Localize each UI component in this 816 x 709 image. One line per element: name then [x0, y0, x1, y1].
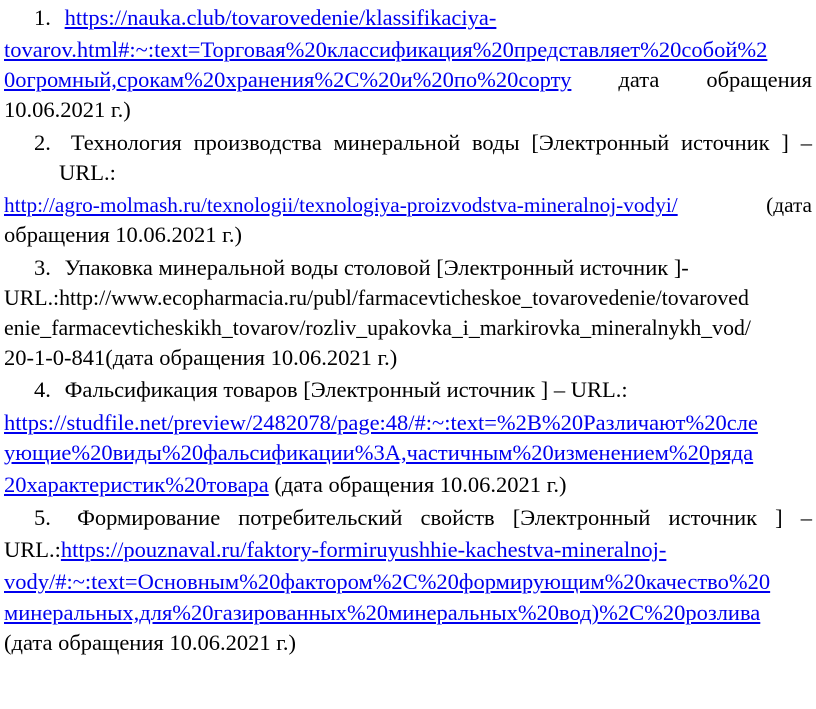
- ref-4-link-part-1[interactable]: https://studfile.net/preview/2482078/page:48/#:~:text=%2В%20Различают%20сле: [4, 410, 758, 435]
- ref-3-number: 3.: [34, 255, 51, 280]
- ref-5-url-label: URL.:: [4, 537, 61, 562]
- ref-2-link[interactable]: http://agro-molmash.ru/texnologii/texnologiya-proizvodstva-mineralnoj-vodyi/: [4, 193, 678, 217]
- ref-4-number: 4.: [34, 377, 51, 402]
- ref-2-line-2: [59, 158, 816, 188]
- ref-4-date: (дата обращения 10.06.2021 г.): [274, 472, 567, 497]
- ref-1-date-b: 10.06.2021 г.): [4, 97, 131, 122]
- ref-5-title: Формирование потребительский свойств [Электронный источник ] –: [77, 505, 812, 530]
- ref-5-line-3: [4, 567, 812, 597]
- ref-1-link-part-2[interactable]: tovarov.html#:~:text=Торговая%20классификация%20представляет%20собой%2: [4, 37, 768, 62]
- ref-5-line-1: [34, 503, 812, 533]
- ref-3-text-2: enie_farmacevticheskikh_tovarov/rozliv_upakovka_i_markirovka_mineralnykh_vod/: [4, 316, 751, 340]
- ref-3-line-1: [34, 253, 816, 283]
- ref-4-link-part-2[interactable]: ующие%20виды%20фальсификации%3А,частичным%20изменением%20ряда: [4, 440, 754, 465]
- ref-2-date-b: обращения 10.06.2021 г.): [4, 222, 242, 247]
- ref-5-number: 5.: [34, 505, 51, 530]
- ref-5-line-4: [4, 598, 812, 628]
- ref-1-link-part-1[interactable]: https://nauka.club/tovarovedenie/klassifikaciya-: [64, 5, 497, 30]
- ref-2-line-3: [4, 190, 812, 220]
- ref-5-date: (дата обращения 10.06.2021 г.): [4, 630, 297, 655]
- ref-1-line-2: [4, 35, 812, 65]
- ref-1-line-1: [34, 3, 804, 33]
- ref-2-title: Технология производства минеральной воды [Электронный источник ] –: [70, 130, 812, 155]
- ref-1-number: 1.: [34, 5, 51, 30]
- ref-2-number: 2.: [34, 130, 51, 155]
- ref-2-date-a: (дата: [766, 193, 812, 217]
- ref-2-line-1: [34, 128, 812, 158]
- ref-4-line-1: [34, 375, 816, 405]
- ref-3-line-2: [4, 283, 812, 313]
- ref-2-line-4: [4, 220, 812, 250]
- ref-4-line-2: [4, 408, 812, 438]
- ref-4-title: Фальсификация товаров [Электронный источник ] – URL.:: [64, 377, 628, 402]
- ref-3-text-1: URL.:http://www.ecopharmacia.ru/publ/farmacevticheskoe_tovarovedenie/tovaroved: [4, 286, 749, 310]
- ref-5-line-5: [4, 628, 812, 658]
- ref-5-link-part-1[interactable]: https://pouznaval.ru/faktory-formiruyushhie-kachestva-mineralnoj-: [60, 537, 667, 562]
- ref-1-line-4: [4, 95, 812, 125]
- ref-1-line-3: [4, 65, 812, 95]
- ref-3-line-4: [4, 343, 812, 373]
- ref-3-line-3: [4, 313, 812, 343]
- ref-3-title: Упаковка минеральной воды столовой [Электронный источник ]-: [64, 255, 689, 280]
- ref-4-line-4: [4, 470, 812, 500]
- ref-1-date-a: дата обращения: [618, 67, 813, 92]
- ref-2-url-label: URL.:: [59, 160, 116, 185]
- ref-5-link-part-3[interactable]: минеральных,для%20газированных%20минеральных%20вод)%2С%20розлива: [4, 600, 761, 625]
- ref-5-link-part-2[interactable]: vody/#:~:text=Основным%20фактором%2С%20формирующим%20качество%20: [4, 569, 771, 594]
- ref-5-line-2: [4, 535, 812, 565]
- ref-4-link-part-3[interactable]: 20характеристик%20товара: [4, 472, 269, 497]
- ref-4-line-3: [4, 438, 812, 468]
- ref-3-text-3: 20-1-0-841(дата обращения 10.06.2021 г.): [4, 345, 398, 370]
- ref-1-link-part-3[interactable]: 0огромный,срокам%20хранения%2С%20и%20по%20сорту: [4, 67, 572, 92]
